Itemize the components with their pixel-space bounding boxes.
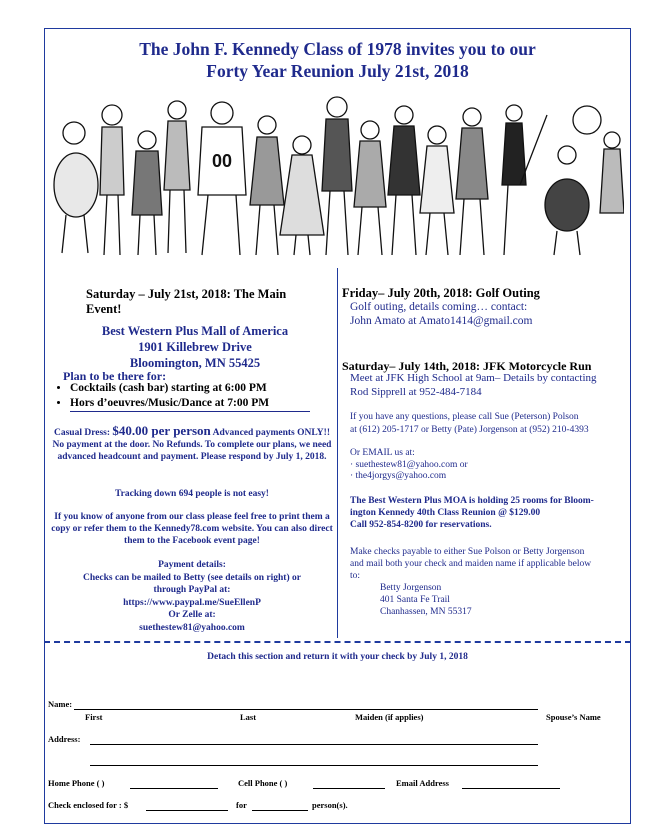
home-phone-field[interactable] (130, 788, 218, 789)
mailing-address (350, 582, 591, 618)
payment-details (52, 559, 332, 634)
home-phone-label: Home Phone ( ) (48, 778, 105, 788)
title-line-2: Forty Year Reunion July 21st, 2018 (206, 61, 469, 81)
event-bullets (52, 381, 332, 412)
zelle-email[interactable]: suethestew81@yahoo.com (139, 622, 245, 633)
email-block (350, 448, 468, 483)
email-sue[interactable]: · suethestew81@yahoo.com or (350, 459, 468, 470)
venue-street: 1901 Killebrew Drive (138, 340, 252, 354)
address-label: Address: (48, 734, 81, 744)
moto-contact: Rod Sipprell at 952-484-7184 (350, 385, 482, 398)
venue-city: Bloomington, MN 55425 (129, 356, 261, 370)
questions-block (350, 411, 589, 436)
title-line-1: The John F. Kennedy Class of 1978 invites you to our (139, 39, 536, 59)
detach-line (44, 641, 631, 643)
address-street: 401 Santa Fe Trail (380, 595, 450, 605)
address-name: Betty Jorgenson (380, 583, 442, 593)
detach-instruction: Detach this section and return it with your check by July 1, 2018 (207, 652, 468, 662)
payment-heading: Payment details: (158, 560, 226, 570)
refer-note: If you know of anyone from our class please feel free to print them a copy or refer them to the Kennedy78.com website. You can also direct them to the Facebook event page! (51, 512, 333, 546)
checks-block (350, 546, 591, 618)
cell-phone-field[interactable] (313, 788, 385, 789)
tracking-note: Tracking down 694 people is not easy! (115, 489, 269, 499)
name-label: Name: (48, 699, 73, 709)
last-label: Last (240, 712, 257, 722)
payment-note: Advanced payments ONLY!! No payment at the door. No Refunds. To complete our plans, we need advanced headcount and payment. Please respond by July 1, 2018. (52, 428, 332, 462)
hotel-block (350, 495, 594, 531)
golf-details (350, 300, 532, 328)
name-field[interactable] (74, 709, 538, 710)
questions-line: at (612) 205-1717 or Betty (Pate) Jorgenson at (952) 210-4393 (350, 424, 589, 435)
check-enclosed-label: Check enclosed for : $ (48, 800, 129, 810)
bullet-cocktails: • Cocktails (cash bar) starting at 6:00 PM (70, 381, 332, 396)
invitation-title (44, 38, 631, 82)
hotel-line: The Best Western Plus MOA is holding 25 rooms for Bloom- (350, 496, 594, 506)
column-divider (337, 268, 338, 638)
payment-terms (52, 425, 332, 463)
venue-block (60, 323, 330, 371)
email-betty[interactable]: · the4jorgys@yahoo.com (350, 471, 447, 481)
paypal-link[interactable]: https://www.paypal.me/SueEllenP (123, 597, 261, 608)
dress-label: Casual Dress: (54, 428, 111, 438)
moto-line: Meet at JFK High School at 9am– Details by contacting (350, 372, 597, 384)
first-label: First (85, 712, 103, 722)
person-count-field[interactable] (252, 810, 308, 811)
email-address-field[interactable] (462, 788, 560, 789)
payment-line: Checks can be mailed to Betty (see details on right) or (83, 572, 301, 583)
checks-line: Make checks payable to either Sue Polson or Betty Jorgenson (350, 547, 585, 557)
questions-line: If you have any questions, please call Sue (Peterson) Polson (350, 412, 579, 422)
address-field-2[interactable] (90, 765, 538, 766)
cell-phone-label: Cell Phone ( ) (238, 778, 288, 788)
moto-details (350, 372, 597, 399)
shirt-number-text: 00 (211, 151, 233, 171)
payment-line: through PayPal at: (153, 585, 231, 595)
bullet-dance: • Hors d’oeuvres/Music/Dance at 7:00 PM (70, 396, 310, 412)
venue-name: Best Western Plus Mall of America (101, 324, 289, 338)
maiden-label: Maiden (if applies) (355, 712, 424, 722)
golf-line: Golf outing, details coming… contact: (350, 301, 528, 313)
payment-line: Or Zelle at: (168, 610, 216, 620)
check-amount-field[interactable] (146, 810, 228, 811)
checks-line: to: (350, 571, 361, 581)
persons-label: person(s). (312, 800, 348, 810)
plan-label: Plan to be there for: (63, 369, 167, 383)
hotel-line: ington Kennedy 40th Class Reunion @ $129.00 (350, 508, 541, 518)
hotel-phone: Call 952-854-8200 for reservations. (350, 520, 492, 530)
address-city: Chanhassen, MN 55317 (380, 607, 472, 617)
golf-heading: Friday– July 20th, 2018: Golf Outing (342, 286, 540, 300)
moto-heading: Saturday– July 14th, 2018: JFK Motorcycle Run (342, 359, 592, 373)
address-field-1[interactable] (90, 744, 538, 745)
checks-line: and mail both your check and maiden name if applicable below (350, 559, 592, 569)
spouse-label: Spouse’s Name (546, 712, 601, 722)
email-address-label: Email Address (396, 778, 449, 788)
main-event-heading: Saturday – July 21st, 2018: The Main Event! (86, 287, 287, 316)
price: $40.00 per person (112, 423, 211, 438)
golf-contact: John Amato at Amato1414@gmail.com (350, 315, 533, 327)
for-label: for (236, 800, 247, 810)
email-label: Or EMAIL us at: (350, 448, 415, 458)
crowd-illustration (52, 95, 624, 260)
